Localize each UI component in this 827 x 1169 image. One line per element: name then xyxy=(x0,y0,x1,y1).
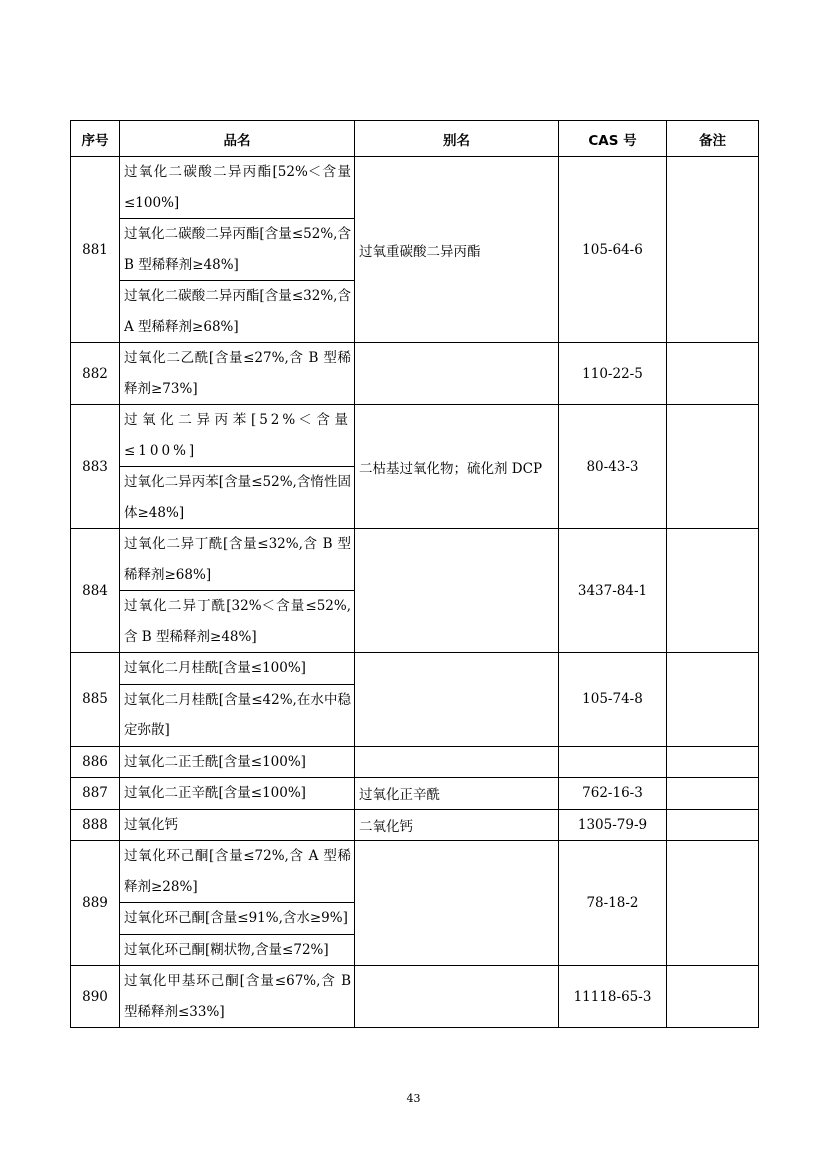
product-names xyxy=(120,809,355,841)
product-name: 过氧化二异丁酰[含量≤32%,含 B 型稀释剂≥68%] xyxy=(124,536,351,583)
header-note: 备注 xyxy=(667,121,759,157)
note xyxy=(667,966,759,1028)
note xyxy=(667,405,759,529)
table-row xyxy=(71,529,759,653)
table-row xyxy=(71,746,759,778)
product-name: 过氧化二正辛酰[含量≤100%] xyxy=(124,785,306,801)
note xyxy=(667,746,759,778)
row-number: 881 xyxy=(71,157,120,343)
table-row xyxy=(71,809,759,841)
row-number: 885 xyxy=(71,653,120,747)
alias: 二枯基过氧化物；硫化剂 DCP xyxy=(355,405,559,529)
product-name: 过氧化二月桂酰[含量≤42%,在水中稳定弥散] xyxy=(120,684,354,746)
row-number: 883 xyxy=(71,405,120,529)
product-names xyxy=(120,157,355,343)
table-row xyxy=(71,841,759,966)
cas-number: 1305-79-9 xyxy=(559,809,667,841)
product-name: 过氧化钙 xyxy=(124,816,178,833)
page-number: 43 xyxy=(406,1092,421,1105)
table-row xyxy=(71,157,759,343)
alias: 过氧化正辛酰 xyxy=(355,778,559,810)
product-name: 过氧化二碳酸二异丙酯[含量≤32%,含 A 型稀释剂≥68%] xyxy=(120,280,354,342)
note xyxy=(667,157,759,343)
cas-number: 762-16-3 xyxy=(559,778,667,810)
product-names xyxy=(120,343,355,405)
note xyxy=(667,841,759,966)
note xyxy=(667,529,759,653)
header-no: 序号 xyxy=(71,121,120,157)
alias: 过氧重碳酸二异丙酯 xyxy=(355,157,559,343)
product-name: 过氧化二碳酸二异丙酯[含量≤52%,含 B 型稀释剂≥48%] xyxy=(120,218,354,280)
row-number: 887 xyxy=(71,778,120,810)
product-names xyxy=(120,841,355,966)
product-name: 过氧化二异丙苯[含量≤52%,含惰性固体≥48%] xyxy=(120,466,354,528)
alias xyxy=(355,343,559,405)
product-name: 过氧化二乙酰[含量≤27%,含 B 型稀释剂≥73%] xyxy=(124,350,351,397)
product-name: 过氧化环己酮[含量≤72%,含 A 型稀释剂≥28%] xyxy=(124,848,351,895)
cas-number: 110-22-5 xyxy=(559,343,667,405)
header-name: 品名 xyxy=(120,121,355,157)
alias: 二氧化钙 xyxy=(355,809,559,841)
product-names xyxy=(120,746,355,778)
alias xyxy=(355,841,559,966)
cas-number: 105-64-6 xyxy=(559,157,667,343)
row-number: 884 xyxy=(71,529,120,653)
table-header-row xyxy=(71,121,759,157)
note xyxy=(667,778,759,810)
table-row xyxy=(71,653,759,747)
row-number: 886 xyxy=(71,746,120,778)
product-name: 过氧化环己酮[糊状物,含量≤72%] xyxy=(120,934,354,966)
product-names xyxy=(120,966,355,1028)
cas-number: 78-18-2 xyxy=(559,841,667,966)
product-names xyxy=(120,405,355,529)
product-name: 过氧化二异丙苯[52%＜含量≤100%] xyxy=(124,412,351,459)
product-name: 过氧化甲基环己酮[含量≤67%,含 B 型稀释剂≤33%] xyxy=(124,973,351,1020)
cas-number: 105-74-8 xyxy=(559,653,667,747)
product-names xyxy=(120,653,355,747)
header-alias: 别名 xyxy=(355,121,559,157)
product-name: 过氧化二碳酸二异丙酯[52%＜含量≤100%] xyxy=(124,164,351,211)
note xyxy=(667,653,759,747)
note xyxy=(667,809,759,841)
alias xyxy=(355,746,559,778)
product-name: 过氧化环己酮[含量≤91%,含水≥9%] xyxy=(120,902,354,934)
cas-number: 11118-65-3 xyxy=(559,966,667,1028)
alias xyxy=(355,966,559,1028)
table-row xyxy=(71,343,759,405)
alias xyxy=(355,529,559,653)
cas-number xyxy=(559,746,667,778)
chemical-table xyxy=(70,120,759,1028)
note xyxy=(667,343,759,405)
row-number: 889 xyxy=(71,841,120,966)
product-names xyxy=(120,529,355,653)
row-number: 882 xyxy=(71,343,120,405)
row-number: 890 xyxy=(71,966,120,1028)
product-name: 过氧化二正壬酰[含量≤100%] xyxy=(124,753,306,770)
header-cas: CAS 号 xyxy=(559,121,667,157)
cas-number: 3437-84-1 xyxy=(559,529,667,653)
product-name: 过氧化二月桂酰[含量≤100%] xyxy=(124,660,306,676)
product-names xyxy=(120,778,355,810)
alias xyxy=(355,653,559,747)
product-name: 过氧化二异丁酰[32%＜含量≤52%,含 B 型稀释剂≥48%] xyxy=(120,590,354,652)
table-row xyxy=(71,405,759,529)
table-row xyxy=(71,778,759,810)
table-row xyxy=(71,966,759,1028)
row-number: 888 xyxy=(71,809,120,841)
cas-number: 80-43-3 xyxy=(559,405,667,529)
